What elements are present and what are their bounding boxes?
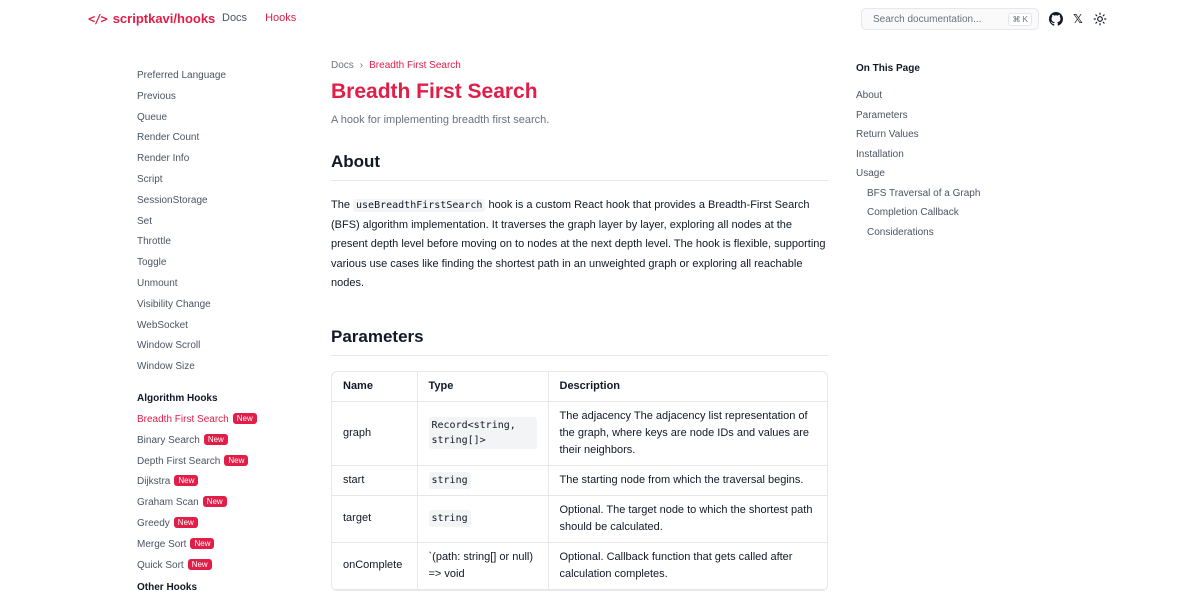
sun-icon[interactable] [1093,12,1107,26]
sidebar-item-websocket[interactable]: WebSocket [137,319,188,331]
top-nav [222,12,296,24]
brand-logo-link[interactable] [88,11,215,26]
sidebar-item-quick-sort[interactable] [137,556,317,577]
sidebar-item-depth-first-search[interactable] [137,452,317,473]
search-shortcut: ⌘ K [1008,13,1032,26]
sidebar-item-window-scroll[interactable]: Window Scroll [137,340,201,352]
new-badge: New [203,496,227,507]
sidebar-item-preferred-language[interactable]: Preferred Language [137,70,226,81]
column-header-description: Description [548,372,827,401]
new-badge: New [174,475,198,486]
sidebar-item-window-size[interactable]: Window Size [137,361,195,373]
sidebar-item-set[interactable]: Set [137,215,153,227]
breadcrumb-docs-link[interactable]: Docs [331,60,354,71]
table-header-row [332,372,827,401]
breadcrumb-current: Breadth First Search [369,60,461,71]
new-badge: New [224,455,248,466]
param-type-code: string [429,472,471,489]
about-text-start: The [331,199,354,211]
about-text-rest: hook is a custom React hook that provides a Breadth-First Search (BFS) algorithm implementation. It traverses the graph layer by layer, exploring all nodes at the present depth level before moving on to nodes at the next depth level. The hook is flexible, supporting various use cases like finding the shortest path in an unweighted graph or exploring all reachable nodes. [331,199,826,290]
about-paragraph [331,196,828,294]
sidebar-item-render-info[interactable]: Render Info [137,153,190,165]
toc-item-considerations[interactable]: Considerations [867,226,934,238]
sidebar-item-label: Binary Search [137,434,200,446]
column-header-type: Type [417,372,548,401]
sidebar-item-label: Breadth First Search [137,413,229,425]
sidebar-item-binary-search[interactable] [137,431,317,452]
sidebar-item-toggle[interactable]: Toggle [137,257,167,269]
sidebar-item-queue[interactable]: Queue [137,111,168,123]
toc-item-usage[interactable]: Usage [856,168,885,179]
toc-item-return-values[interactable]: Return Values [856,129,919,140]
code-icon: </> [88,11,107,26]
top-header [0,0,1200,38]
hook-name-code: useBreadthFirstSearch [353,199,485,212]
sidebar-section-other-hooks: Other Hooks [137,582,198,594]
param-type-code: Record<string, string[]> [429,417,537,449]
new-badge: New [190,538,214,549]
param-name: graph [332,401,417,465]
sidebar-item-graham-scan[interactable] [137,493,317,514]
sidebar-item-sessionstorage[interactable]: SessionStorage [137,194,208,206]
param-type: `(path: string[] or null) => void [417,542,548,589]
param-name: target [332,495,417,542]
param-description: The starting node from which the traversal begins. [548,465,827,495]
sidebar-item-render-count[interactable]: Render Count [137,132,200,144]
nav-docs-link[interactable]: Docs [222,12,248,24]
page-title: Breadth First Search [331,80,538,103]
nav-hooks-link[interactable]: Hooks [265,12,297,24]
toc-item-completion-callback[interactable]: Completion Callback [867,207,959,218]
new-badge: New [174,517,198,528]
param-type [417,465,548,495]
param-name: onComplete [332,542,417,589]
toc-title: On This Page [856,63,920,74]
new-badge: New [233,413,257,424]
sidebar-section-algorithm-hooks: Algorithm Hooks [137,392,218,404]
parameters-heading: Parameters [331,327,828,356]
sidebar-item-script[interactable]: Script [137,173,163,185]
search-button[interactable] [861,8,1039,30]
table-row [332,495,827,542]
search-placeholder: Search documentation... [873,13,982,25]
sidebar-item-label: Merge Sort [137,538,187,550]
sidebar-item-label: Dijkstra [137,476,171,488]
chevron-right-icon: › [359,60,364,71]
sidebar-item-dijkstra[interactable] [137,472,317,493]
toc-item-about[interactable]: About [856,90,883,101]
sidebar [137,66,317,594]
sidebar-item-visibility-change[interactable]: Visibility Change [137,298,211,310]
github-icon[interactable] [1049,12,1063,26]
parameters-table [331,371,828,591]
breadcrumb [331,60,461,71]
table-row [332,401,827,465]
sidebar-item-previous[interactable]: Previous [137,90,176,102]
param-type [417,495,548,542]
toc-item-bfs-traversal[interactable]: BFS Traversal of a Graph [867,187,981,199]
sidebar-item-throttle[interactable]: Throttle [137,236,171,248]
sidebar-item-unmount[interactable]: Unmount [137,277,178,289]
sidebar-item-label: Graham Scan [137,497,199,509]
param-name: start [332,465,417,495]
sidebar-item-label: Quick Sort [137,559,184,571]
sidebar-item-merge-sort[interactable] [137,535,317,556]
param-description: Optional. Callback function that gets called after calculation completes. [548,542,827,589]
table-row [332,542,827,589]
page-subtitle: A hook for implementing breadth first search. [331,114,550,126]
toc-item-parameters[interactable]: Parameters [856,109,908,121]
sidebar-item-label: Greedy [137,517,170,529]
sidebar-item-label: Depth First Search [137,455,221,467]
param-type [417,401,548,465]
on-this-page-toc [856,62,1056,242]
sidebar-item-breadth-first-search[interactable] [137,410,317,431]
x-icon[interactable]: 𝕏 [1073,12,1083,26]
brand-name: scriptkavi/hooks [112,11,216,26]
new-badge: New [188,559,212,570]
table-row [332,465,827,495]
param-description: Optional. The target node to which the shortest path should be calculated. [548,495,827,542]
about-heading: About [331,152,828,181]
param-type-code: string [429,510,471,527]
sidebar-item-greedy[interactable] [137,514,317,535]
param-description: The adjacency The adjacency list representation of the graph, where keys are node IDs and values are their neighbors. [548,401,827,465]
new-badge: New [204,434,228,445]
column-header-name: Name [332,372,417,401]
toc-item-installation[interactable]: Installation [856,148,904,160]
